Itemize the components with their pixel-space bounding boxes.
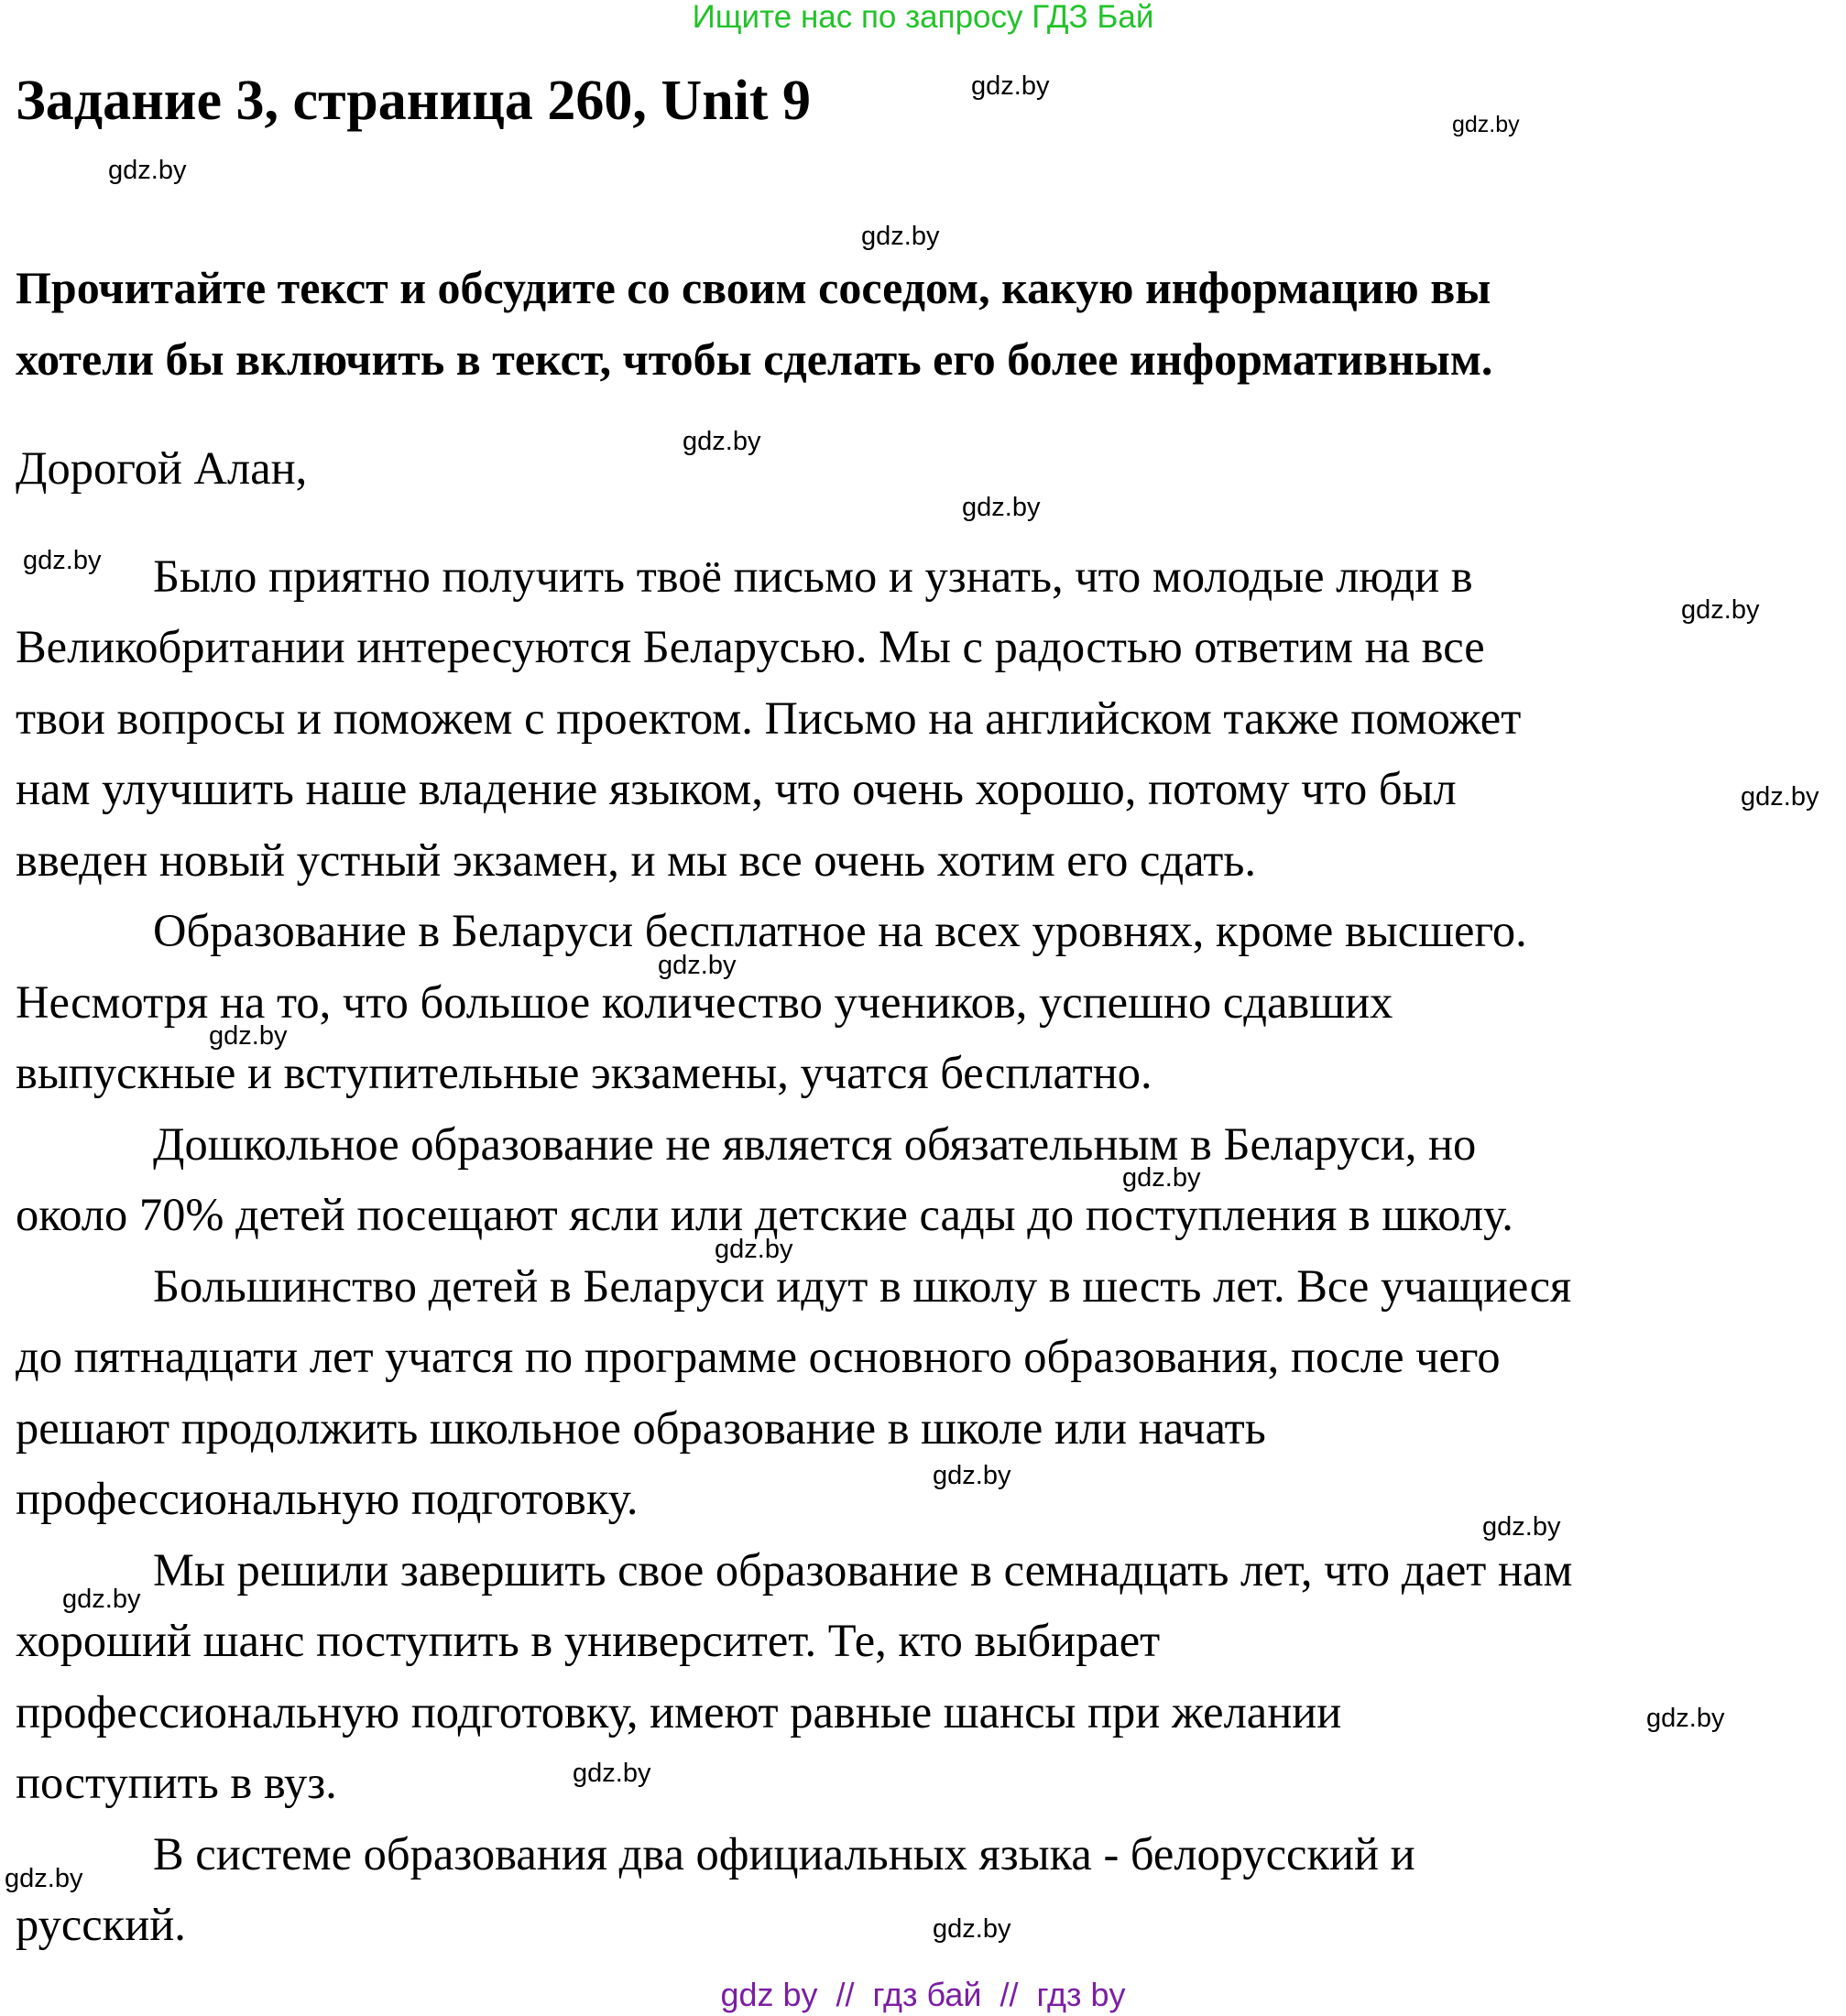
page-title: Задание 3, страница 260, Unit 9 <box>16 70 812 132</box>
watermark: gdz.by <box>62 1585 141 1614</box>
paragraph-line: профессиональную подготовку, имеют равные шансы при желании <box>16 1685 1342 1738</box>
task-line: хотели бы включить в текст, чтобы сделать его более информативным. <box>16 333 1493 385</box>
paragraph-line: поступить в вуз. <box>16 1757 337 1808</box>
watermark: gdz.by <box>1646 1704 1725 1733</box>
paragraph-line: Было приятно получить твоё письмо и узнать, что молодые люди в <box>153 550 1473 602</box>
paragraph-line: нам улучшить наше владение языком, что очень хорошо, потому что был <box>16 763 1457 814</box>
paragraph-line: выпускные и вступительные экзамены, учатся бесплатно. <box>16 1047 1152 1098</box>
paragraph-line: Несмотря на то, что большое количество учеников, успешно сдавших <box>16 975 1393 1028</box>
watermark: gdz.by <box>971 71 1050 101</box>
footer-links: gdz by // гдз бай // гдз by <box>720 1976 1126 2013</box>
paragraph-line: хороший шанс поступить в университет. Те, кто выбирает <box>16 1615 1161 1666</box>
watermark: gdz.by <box>1681 595 1760 625</box>
paragraph-line: до пятнадцати лет учатся по программе основного образования, после чего <box>16 1331 1501 1382</box>
paragraph-line: Образование в Беларуси бесплатное на всех уровнях, кроме высшего. <box>153 905 1527 956</box>
spacer <box>16 505 1825 541</box>
paragraph-line: введен новый устный экзамен, и мы все очень хотим его сдать. <box>16 834 1256 886</box>
watermark: gdz.by <box>933 1914 1011 1944</box>
task-instruction <box>16 252 1811 395</box>
watermark: gdz.by <box>23 546 102 575</box>
task-line: Прочитайте текст и обсудите со своим соседом, какую информацию вы <box>16 262 1491 313</box>
watermark: gdz.by <box>1452 112 1520 137</box>
watermark: gdz.by <box>1482 1512 1561 1542</box>
watermark: gdz.by <box>933 1461 1011 1490</box>
watermark: gdz.by <box>683 427 761 456</box>
letter-greeting: Дорогой Алан, <box>16 442 308 494</box>
paragraph-line: Великобритании интересуются Беларусью. Мы с радостью ответим на все <box>16 621 1485 672</box>
paragraph-line: профессиональную подготовку. <box>16 1473 639 1524</box>
watermark: gdz.by <box>861 222 940 251</box>
paragraph-line: Дошкольное образование не является обязательным в Беларуси, но <box>153 1117 1477 1170</box>
watermark: gdz.by <box>715 1235 793 1264</box>
paragraph-line: русский. <box>16 1899 186 1950</box>
watermark: gdz.by <box>962 493 1041 522</box>
search-hint-banner: Ищите нас по запросу ГДЗ Бай <box>692 0 1154 35</box>
watermark: gdz.by <box>573 1759 651 1788</box>
watermark: gdz.by <box>5 1864 83 1893</box>
watermark: gdz.by <box>209 1021 288 1051</box>
paragraph-line: твои вопросы и поможем с проектом. Письмо на английском также поможет <box>16 692 1522 744</box>
watermark: gdz.by <box>108 156 187 185</box>
watermark: gdz.by <box>1122 1163 1201 1193</box>
paragraph-line: Большинство детей в Беларуси идут в школу в шесть лет. Все учащиеся <box>153 1259 1572 1312</box>
watermark: gdz.by <box>1741 782 1819 812</box>
paragraph-line: около 70% детей посещают ясли или детские сады до поступления в школу. <box>16 1189 1513 1240</box>
paragraph-line: В системе образования два официальных языка - белорусский и <box>153 1827 1415 1880</box>
letter-body <box>16 433 1825 1961</box>
watermark: gdz.by <box>658 951 737 980</box>
paragraph-line: решают продолжить школьное образование в школе или начать <box>16 1401 1266 1454</box>
paragraph-line: Мы решили завершить свое образование в семнадцать лет, что дает нам <box>153 1543 1573 1596</box>
